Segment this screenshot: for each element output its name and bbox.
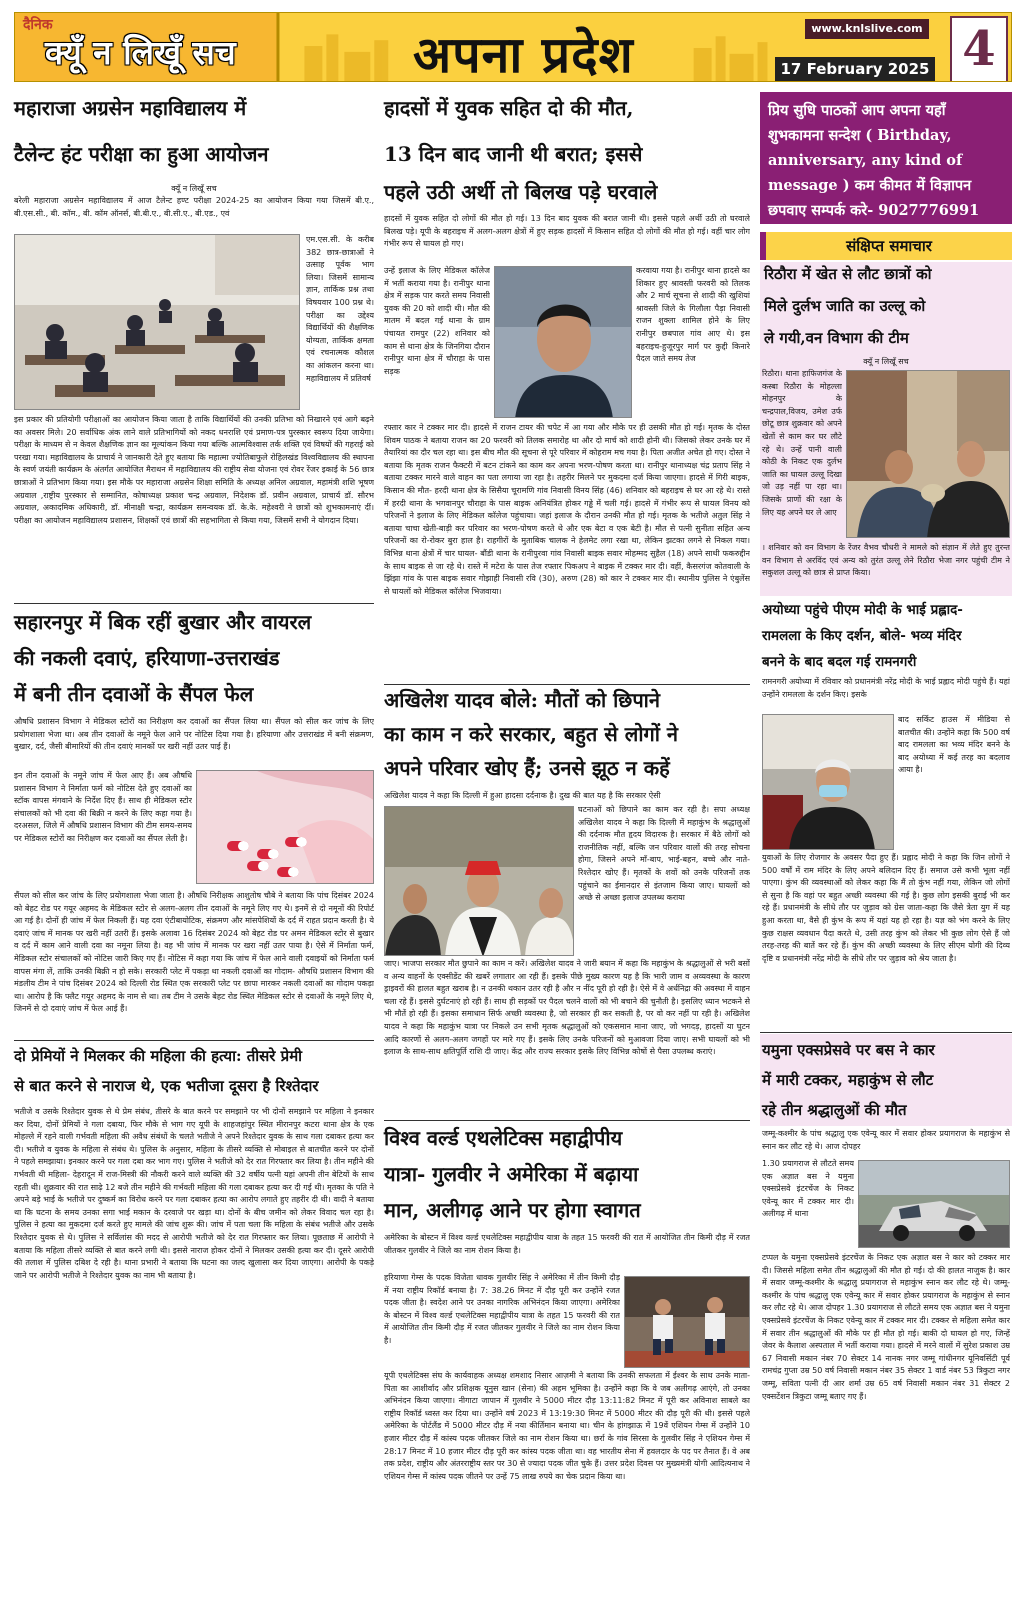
car-accident-photo [858, 1160, 1010, 1248]
article-6-side-text: हरियाणा गेम्स के पदक विजेता धावक गुलवीर सिंह ने अमेरिका में तीन किमी दौड़ में नया राष्ट्रीय रिकॉर्ड बनाया है। 7: 38.26 मिनट में दौड़ पूरी कर उन्होंने रजत पदक जीता है। स्वदेश आने पर उनका नागरिक अभिनंदन किया जाएगा। अमेरिका के बोस्टन में विश्व वर्ल्ड एथलेटिक्स महाद्वीपीय यात्रा के तहत 15 फरवरी की रात में आयोजित तीन किमी दौड़ में रजत जीतकर गुलवीर ने जिले का नाम रोशन किया है। [384, 1273, 620, 1345]
article-2-body: सैंपल को सील कर जांच के लिए प्रयोगशाला भेजा जाता है। औषधि निरीक्षक आशुतोष चौबे ने बताया कि पांच दिसंबर 2024 को बेहट रोड पर गयूर अहमद के मेडिकल स्टोर से अलग-अलग तीन दवाओं के नमूने लिए गए थे। इनमें से दो नमूनों की रिपोर्ट आ गई है। दोनों ही जांच में फेल निकली हैं। यह दवा एंटीबायोटिक, संक्रमण और मांसपेशियों के दर्द में राहत प्रदान करती है। ये दवाएं जांच में मानक पर खरी नहीं उतरी हैं। इसके अलावा 16 दिसंबर 2024 को बेहट रोड पर अमन मेडिकल स्टोर से बुखार व दर्द में काम आने वाली दवा का नमूना लिया है। वह भी जांच में मानक पर खरा नहीं उतर पाया है। ऐसे में निर्माता फर्म, मेडिकल स्टोर संचालकों को नोटिस जारी किए गए हैं। नोटिस में कहा गया कि जांच में फेल आने वाली दवाइयों को निर्माता फर्म वापस मंगा लें, ताकि उनकी बिक्री न हो सके। सरकारी प्लेट में पकड़ा था नकली दवाओं का गोदाम- औषधि प्रशासन विभाग की मंडलीय टीम ने पांच दिसंबर 2024 को दिल्ली रोड स्थित एक सरकारी प्लेट पर छापा मारकर नकली दवाओं का गोदाम पकड़ा था। आरोप है कि फ्लैट गयूर अहमद के नाम से था। तब टीम ने उसके बेहट रोड स्थित मेडिकल स्टोर से दवाओं के नमूने लिए थे, जिनमें से दो दवाएं जांच में फेल आई हैं। [14, 891, 374, 1014]
article-4-side-left: उन्हें इलाज के लिए मेडिकल कॉलेज में भर्ती कराया गया है। रानीपुर थाना क्षेत्र में सड़क पार करते समय निवासी युवक की 20 को शादी थी। मौत की मातम में बदल गई थाना के ग्राम पंचायत रामपुर (22) शनिवार को काम से थाना क्षेत्र के जिनगिया दौरान रानीपुर थाना क्षेत्र में चौराहा के पास सड़क [384, 266, 490, 376]
article-1-lead: बरेली महाराजा अग्रसेन महाविद्यालय में आज टैलेन्ट हण्ट परीक्षा 2024-25 का आयोजन किया गया जिसमें बी.ए., बी.एस.सी., बी. कॉम., बी. कॉम ऑनर्स, बी.बी.ए., बी.सी.ए., बी.एड., एवं [14, 196, 374, 218]
brief-1-body: । शनिवार को वन विभाग के रेंजर वैभव चौधरी ने मामले को संज्ञान में लेते हुए तुरन्त वन विभाग से अरविंद एवं अन्य को तुरंत उल्लू लेने रिठौरा भेजा नगर पहुंची टीम ने सकुशल उल्लू को छात्र से प्राप्त किया। [762, 543, 1010, 578]
brief-3-side-text: 1.30 प्रयागराज से लौटते समय एक अज्ञात बस ने यमुना एक्सप्रेसवे इंटरचेंज के निकट एवेन्यू कार में टक्कर मार दी। अलीगढ़ में थाना [762, 1159, 854, 1219]
article-4-headline-line-1: हादसों में युवक सहित दो की मौत, [384, 96, 634, 120]
column-divider [14, 603, 374, 604]
brief-2-headline-line-3: बनने के बाद बदल गई रामनगरी [762, 654, 917, 670]
article-2-headline-line-1: सहारनपुर में बिक रहीं बुखार और वायरल [14, 610, 312, 634]
article-5-headline-line-1: अखिलेश यादव बोले: मौतों को छिपाने [384, 688, 660, 712]
article-2-headline-line-2: की नकली दवाएं, हरियाणा-उत्तराखंड [14, 646, 280, 670]
akhilesh-yadav-photo [384, 806, 574, 956]
article-3-headline-line-1: दो प्रेमियों ने मिलकर की महिला की हत्या: तीसरे प्रेमी [14, 1047, 303, 1065]
article-2-lead: औषधि प्रशासन विभाग ने मेडिकल स्टोरों का निरीक्षण कर दवाओं का सैंपल लिया था। सैंपल को सील कर जांच के लिए प्रयोगशाला भेजा था। अब तीन दवाओं के नमूने फेल आने पर नोटिस दिया गया है। हरियाणा और उत्तराखंड में बनी संक्रमण, बुखार, दर्द, जैसी बीमारियों की तीन दवाएं मानकों पर खरी नहीं उतर पाई हैं। [14, 717, 374, 752]
brief-3-headline-line-2: में मारी टक्कर, महाकुंभ से लौट [762, 1071, 934, 1089]
brief-1-headline-line-3: ले गयी,वन विभाग की टीम [764, 329, 909, 347]
page-number: 4 [950, 16, 1008, 82]
article-5-lead: अखिलेश यादव ने कहा कि दिल्ली में हुआ हादसा दर्दनाक है। दुख की बात यह है कि सरकार ऐसी [384, 791, 661, 800]
medicine-capsules-photo [196, 770, 374, 884]
section-title: अपना प्रदेश [413, 25, 634, 82]
brief-2-headline-line-2: रामलला के किए दर्शन, बोले- भव्य मंदिर [762, 628, 962, 644]
brief-3-lead: जम्मू-कश्मीर के पांच श्रद्धालु एक एवेन्यू कार में सवार होकर प्रयागराज के महाकुंभ से स्नान कर लौट रहे थे। आज दोपहर [762, 1129, 1010, 1151]
article-5-headline-line-2: का काम न करे सरकार, बहुत से लोगों ने [384, 722, 679, 746]
masthead [14, 12, 1012, 82]
article-2-side-text: इन तीन दवाओं के नमूने जांच में फेल आए हैं। अब औषधि प्रशासन विभाग ने निर्माता फर्म को नोटिस देते हुए दवाओं का स्टॉक वापस मंगवाने के निर्देश दिए हैं। साथ ही मेडिकल स्टोर संचालकों को भी दवा की बिक्री न करने के लिए कहा गया है। दरअसल, जिले में औषधि प्रशासन विभाग की टीम समय-समय पर मेडिकल स्टोरों का निरीक्षण कर दवाओं का सैंपल लेती है। [14, 771, 192, 843]
article-1-byline: क्यूँ न लिखूँ सच [171, 184, 217, 193]
article-4-headline-line-3: पहले उठी अर्थी तो बिलख पड़े घरवाले [384, 180, 658, 204]
column-divider [384, 1120, 750, 1121]
brief-news-header: संक्षिप्त समाचार [760, 232, 1012, 260]
article-4-headline-line-2: 13 दिन बाद जानी थी बरात; इससे [384, 142, 643, 166]
article-6-headline-line-3: मान, अलीगढ़ आने पर होगा स्वागत [384, 1198, 641, 1222]
article-2-headline-line-3: में बनी तीन दवाओं के सैंपल फेल [14, 682, 254, 706]
article-4-body: रफ्तार कार ने टक्कर मार दी। हादसे में राजन टायर की चपेट में आ गया और मौके पर ही उसकी मौत हो गई। मृतक के दोस्त शिवम पाठक ने बताया राजन का 20 फरवरी को तिलक समारोह था और दो मार्च को शादी होनी थी। जिसको लेकर उनके घर में तैयारियां का दौर चल रहा था। इस बीच मौत की सूचना से पूरे परिवार में कोहराम मच गया है। पिता अजीत अचेत हो गए। दोस्त ने बताया कि मृतक राजन फैक्टरी में बटन टांकने का काम कर अपना भरण-पोषण करता था। रानीपुर थानाध्यक्ष चंद्र प्रताप सिंह ने बताया टक्कर मारने वाले वाहन का पता लगाया जा रहा है। तहरीर मिलने पर मुकदमा दर्ज किया जाएगा। हादसे में गिरी बाइक, किसान की मौत- हरदी थाना क्षेत्र के सिसैया चूरामणि गांव निवासी विनय सिंह (46) शनिवार को बहराइच से घर आ रहे थे। रास्ते में हरदी थाना के भगवानपुर चौराहा के पास बाइक अनियंत्रित होकर गड्ढे में चली गई। हादसे में गंभीर रूप से घायल विनय को परिजनों ने इलाज के लिए मेडिकल कॉलेज पहुंचाया। जहां इलाज के दौरान उनकी मौत हो गई। मृतक के भतीजे अतुल सिंह ने बताया चाचा खेती-बाड़ी कर परिवार का भरण-पोषण करते थे और एक बेटा व एक बेटी है। मौत से पत्नी सुनीता सहित अन्य परिजनों का रो-रोकर बुरा हाल है। राहगीरों के मुताबिक चालक ने हेलमेट लगा रखा था, लेकिन झटका लगने से निकल गया। विभिन्न थाना क्षेत्रों में चार घायल- बौंडी थाना के रानीपुरवा गांव निवासी बाइक सवार मोहम्मद सुहैल (18) अपने साथी फकरुद्दीन के साथ बाइक से जा रहे थे। रास्ते में मटेरा के पास तेज रफ्तार पिकअप ने बाइक में टक्कर मार दी। वहीं, कैसरगंज कोतवाली के झिंझा गांव के पास बाइक सवार गोझाही निवासी रवि (30), अरुण (28) को कार ने टक्कर मार दी। स्थानीय पुलिस ने एंबुलेंस से घायलों को मेडिकल कॉलेज भिजवाया। [384, 423, 750, 596]
athlete-running-photo [624, 1276, 750, 1368]
brief-2-side-text: बाद सर्किट हाउस में मीडिया से बातचीत की। उन्होंने कहा कि 500 वर्ष बाद रामलला का भव्य मंदिर बनने के बाद अयोध्या में कई तरह का बदलाव आया है। [898, 715, 1010, 775]
article-4-side-right: करवाया गया है। रानीपुर थाना हादसे का शिकार हुए श्रावस्ती फरवरी को तिलक और 2 मार्च सूचना से शादी की खुशियां श्रावस्ती जिले के गिलौला पैड़ा निवासी राजन शुक्ला शामिल होने के लिए रानीपुर छबपाल गांव आए थे। इस बहराइच-हुजूरपुर मार्ग पर कुद्दी किनारे पैदल जाते समय तेज [636, 266, 750, 364]
brief-1-headline-line-2: मिले दुर्लभ जाति का उल्लू को [764, 297, 926, 315]
prahlad-modi-photo [762, 714, 894, 850]
article-1-body: इस प्रकार की प्रतियोगी परीक्षाओं का आयोजन किया जाता है ताकि विद्यार्थियों की उनकी प्रतिभा को निखारने एवं आगे बढ़ने का अवसर मिले। 20 सर्वाधिक अंक लाने वाले प्रतिभागियों को नकद धनराशि एवं प्रमाण-पत्र पुरस्कार स्वरूप दिया जायेगा। परीक्षा के माध्यम से न केवल शैक्षणिक ज्ञान का मूल्यांकन किया गया बल्कि आत्मविश्वास तर्क शक्ति एवं विषयों की गहराई को परखा गया। महाविद्यालय के प्राचार्य ने जानकारी देते हुए बताया कि महात्मा ज्योतिबाफुले रोहिलखंड विश्वविद्यालय की स्थापना के स्वर्ण जयंती कार्यक्रम के अंतर्गत आयोजित मैराथन में महाविद्यालय की राष्ट्रीय सेवा योजना एवं रोवर रेंजर इकाई के 56 छात्र छात्राओं ने प्रतिभाग किया गया। इस मौके पर महाराजा अग्रसेन शिक्षा समिति के अध्यक्ष अनिल अग्रवाल, महामंत्री शशि भूषण अग्रवाल ,राष्ट्रीय पुरस्कार से सम्मानित, कोषाध्यक्ष प्रकाश चन्द्र अग्रवाल, निदेशक डॉ. प्रवीन अग्रवाल, प्राचार्य डॉ. सौरभ अग्रवाल, अकादमिक अधिकारी, डॉ. मीनाक्षी चन्द्रा, कार्यक्रम समन्वयक डॉ. के.के. महेश्वरी ने छात्रों को शुभकामनाएं दीं। परीक्षा का आयोजन महाविद्यालय प्रशासन, शिक्षकों एवं छात्रों की सहभागिता से किया गया, जिसमें सभी ने योगदान दिया। [14, 415, 374, 525]
brief-3-headline-line-1: यमुना एक्सप्रेसवे पर बस ने कार [762, 1041, 935, 1059]
brief-2-body: युवाओं के लिए रोजगार के अवसर पैदा हुए हैं। प्रह्लाद मोदी ने कहा कि जिन लोगों ने 500 वर्षों में राम मंदिर के लिए अपने बलिदान दिए हैं। समाज उसे कभी भूला नहीं पाएगा। कुंभ की व्यवस्थाओं को लेकर कहा कि मैं तो कुंभ नहीं गया, लेकिन जो लोगों से सुना है कि वहां पर बहुत अच्छी व्यवस्था की गई है। कुछ लोग इसकी बुराई भी कर रहे हैं। प्रधानमंत्री के सीधे तौर पर जुड़ाव को ग्रेस जाता-कहा कि जैसे त्रेता युग में यह हुआ करता था, वैसे ही कुंभ के रूप में यहां यह हो रहा है। यज्ञ को भंग करने के लिए कुछ राक्षस व्यवधान पैदा करते थे, उसी तरह कुंभ को लेकर भी कुछ लोग ऐसे हैं जो तरह-तरह की बातें कर रहे हैं। कुंभ की अच्छी व्यवस्था के लिए सीएम योगी की दिव्य दृष्टि व प्रधानमंत्री नरेंद्र मोदी के सीधे तौर पर जुड़ाव को श्रेय जाता है। [762, 853, 1010, 963]
logo-prefix: दैनिक [23, 17, 53, 33]
article-6-body: यूपी एथलेटिक्स संघ के कार्यवाहक अध्यक्ष शमशाद निसार आज़मी ने बताया कि उनकी सफलता में ईश्वर के साथ उनके माता-पिता का आशीर्वाद और प्रशिक्षक यूनुस खान (सेना) की अहम भूमिका है। उन्होंने कहा कि वे जब अलीगढ़ आएंगे, तो उनका अभिनंदन किया जाएगा। नीगाटा जापान में गुलवीर ने 5000 मीटर दौड़ 13:11:82 मिनट में पूरी कर अविनाश साबले का राष्ट्रीय रिकॉर्ड ध्वस्त कर दिया था। उन्होंने वर्ष 2023 में 13:19:30 मिनट में 5000 मीटर की दौड़ पूरी की थी। इससे पहले अमेरिका के पोर्टलैंड में 5000 मीटर दौड़ में नया कीर्तिमान बनाया था। चीन के हांगझाऊ में 19वें एशियन गेम्स में उन्होंने 10 हजार मीटर दौड़ में कांस्य पदक जीतकर जिले का नाम रोशन किया था। छर्रा के गांव सिरसा के गुलवीर सिंह ने एशियन गेम्स में 28:17 मिनट में 10 हजार मीटर दौड़ पूरी कर कांस्य पदक जीता था। वह भारतीय सेना में हवलदार के पद पर तैनात हैं। वे अब तक प्रदेश, राष्ट्रीय और अंतरराष्ट्रीय स्तर पर 30 से ज्यादा पदक जीत चुके हैं। उत्तर प्रदेश दिवस पर मुख्यमंत्री योगी आदित्यनाथ ने एशियन गेम्स में कांस्य पदक जीतने पर उन्हें 75 लाख रुपये का चेक प्रदान किया था। [384, 1371, 750, 1481]
website-url: www.knlslive.com [805, 19, 929, 39]
owl-rescue-photo [846, 370, 1010, 538]
article-5-headline-line-3: अपने परिवार खोए हैं; उनसे झूठ न कहें [384, 756, 670, 780]
issue-date: 17 February 2025 [775, 57, 935, 81]
brief-1-headline-line-1: रिठौरा में खेत से लौट छात्रों को [764, 265, 932, 283]
article-1-headline-line-2: टैलेन्ट हंट परीक्षा का हुआ आयोजन [14, 142, 269, 166]
article-6-headline-line-2: यात्रा- गुलवीर ने अमेरिका में बढ़ाया [384, 1162, 639, 1186]
article-5-body: जाए। भाजपा सरकार मौत छुपाने का काम न करें। अखिलेश यादव ने जारी बयान में कहा कि महाकुंभ के श्रद्धालुओं से भरी बसों व अन्य वाहनों के एक्सीडेंट की खबरें लगातार आ रही हैं। इसके पीछे मुख्य कारण यह है कि भारी जाम व अव्यवस्था के कारण ड्राइवरों की हालत बहुत खराब है। न उनकी थकान उतर रही है और न नींद पूरी हो रही है। ऐसे में वे अर्धनिद्रा की अवस्था में वाहन चला रहे हैं। इससे दुर्घटनाएं हो रही हैं। साथ ही सड़कों पर पैदल चलने वालों को भी बचाने की चुनौती है। इसलिए ध्यान भटकने से भी मौतें हो रही हैं। इसका समाधान सिर्फ अच्छी व्यवस्था है, जो सरकार ही कर सकती है, पर वो कर नहीं पा रही है। अखिलेश यादव ने कहा कि महाकुंभ यात्रा पर निकले उन सभी मृतक श्रद्धालुओं को एकसमान माना जाए, जो भगदड़, हादसों या घुटन आदि कारणों से अलग-अलग जगहों पर मारे गए हैं। इसके लिए उनके परिजनों को मुआवजा दिया जाए। सभी घायलों को भी इलाज के साथ-साथ क्षतिपूर्ति राशि दी जाए। केंद्र और राज्य सरकार इसके लिए विभिन्न कोषों से पैसा उपलब्ध कराएं। [384, 959, 750, 1057]
article-1-headline-line-1: महाराजा अग्रसेन महाविद्यालय में [14, 96, 247, 120]
brief-1-side-text: रिठौरा। थाना हाफिजगंज के कस्बा रिठौरा के मोहल्ला मोहनपुर के चन्द्रपाल,विजय, उमेश उर्फ छोटू छात्र शुक्रवार को अपने खेतों से काम कर घर लौटे रहे थे। उन्हें पानी वाली कोठी के निकट एक दुर्लभ जाति का घायल उल्लू दिखा जो उड़ नहीं पा रहा था। जिसके प्राणों की रक्षा के लिए यह अपने घर ले आए [762, 369, 842, 517]
column-divider [760, 1032, 1012, 1033]
brief-3-headline-line-3: रहे तीन श्रद्धालुओं की मौत [762, 1101, 907, 1119]
victim-portrait-photo [494, 266, 632, 418]
column-divider [14, 1040, 374, 1041]
article-3-headline-line-2: से बात करने से नाराज थे, एक भतीजा दूसरा है रिश्तेदार [14, 1077, 319, 1095]
brief-3-body: टप्पल के यमुना एक्सप्रेसवे इंटरचेंज के निकट एक अज्ञात बस ने कार को टक्कर मार दी। जिससे महिला समेत तीन श्रद्धालुओं की मौत हो गई। दो की हालत नाजुक है। कार में सवार जम्मू-कश्मीर के श्रद्धालु प्रयागराज से महाकुंभ स्नान कर लौट रहे थे। जम्मू-कश्मीर के पांच श्रद्धालु एक एवेन्यू कार में सवार होकर प्रयागराज के महाकुंभ से स्नान कर लौट रहे थे। आज दोपहर 1.30 प्रयागराज से लौटते समय एक अज्ञात बस ने यमुना एक्सप्रेसवे इंटरचेंज के निकट एवेन्यू कार में टक्कर मार दी। टक्कर से महिला समेत कार में सवार तीन श्रद्धालुओं की मौके पर ही मौत हो गई। बाकी दो घायल हो गए, जिन्हें जेवर के कैलाश अस्पताल में भर्ती कराया गया। हादसे में मरने वालों में सुरेश प्रकाश उम्र 67 निवासी मकान नंबर 70 सेक्टर 14 नानक नगर जम्मू गांधीनगर यूनिवर्सिटी पूर्व रामचंद्र गुप्ता उम्र 50 वर्ष निवासी मकान नंबर 35 सेक्टर 1 वार्ड नंबर 53 त्रिकुटा नगर जम्मू, सविता पत्नी दी आर शर्मा उम्र 65 वर्ष निवासी मकान नंबर 31 सेक्टर 2 एक्सटेंशन त्रिकुटा जम्मू बताए गए हैं। [762, 1253, 1010, 1401]
exam-hall-photo [14, 234, 300, 410]
greeting-advertisement: प्रिय सुधि पाठकों आप अपना यहाँ शुभकामना सन्देश ( Birthday, anniversary, any kind of message ) कम कीमत में विज्ञापन छपवाए सम्पर्क करे- 9027776991 [760, 92, 1012, 224]
article-6-headline-line-1: विश्व वर्ल्ड एथलेटिक्स महाद्वीपीय [384, 1126, 623, 1150]
article-3-body: भतीजे व उसके रिश्तेदार युवक से थे प्रेम संबंध, तीसरे के बात करने पर समझाने पर भी दोनों समझाने पर महिला ने इनकार कर दिया, दोनों प्रेमियों ने गला दबाया, फिर मौके से भाग गए यूपी के शाहजहांपुर स्थित मीरानपुर कटरा थाना क्षेत्र के एक मोहल्ले में रहने वाली गर्भवती महिला की अवैध संबंधों के चलते भतीजे ने अपने रिश्तेदार युवक के साथ गला दबाकर हत्या कर दी। भतीजे व युवक के महिला से संबंध थे। पुलिस के अनुसार, महिला के तीसरे व्यक्ति से मोबाइल से बातचीत करने पर दोनों ने पहले समझाया। इनकार करने पर गला दबा कर भाग गए। पुलिस ने भतीजे को देर रात गिरफ्तार कर लिया है। तीन महीने की गर्भवती थी महिला- देहरादून में राज-मिस्त्री की नौकरी करने वाले व्यक्ति की 32 वर्षीय पत्नी यहां अपनी तीन बेटियों के साथ रहती थी। शुक्रवार की रात साढ़े 12 बजे तीन महीने की गर्भवती महिला की गला दबाकर हत्या कर दी गई थी। मृतका के पति ने अपने बड़े भाई के भतीजे पर दुष्कर्म का विरोध करने पर गला दबाकर हत्या का आरोप लगाते हुए तहरीर दी थी। वादी ने बताया था कि घटना के समय उनका सगा भाई मकान के दरवाजे पर खड़ा था। दोनों के बीच जमीन को लेकर विवाद चल रहा है। पुलिस ने हत्या का मुकदमा दर्ज करते हुए मामले की जांच शुरू की। जांच में पता चला कि महिला के संबंध भतीजे और उसके रिश्तेदार युवक से थे। पुलिस ने सर्विलांस की मदद से आरोपी भतीजे को देर रात गिरफ्तार कर लिया। पूछताछ में आरोपी ने बताया कि महिला तीसरे व्यक्ति से बात करने लगी थी। इससे नाराज होकर दोनों ने मिलकर उसकी हत्या कर दी। दूसरे आरोपी की तलाश में पुलिस दबिश दे रही है। थाना प्रभारी ने बताया कि घटना का जल्द खुलासा कर दिया जाएगा। आरोपी के पकड़े जाने पर आरोपी भतीजे ने रिश्तेदार युवक का नाम भी बताया है। [14, 1107, 374, 1280]
brief-2-headline-line-1: अयोध्या पहुंचे पीएम मोदी के भाई प्रह्लाद- [762, 602, 963, 618]
article-4-lead: हादसों में युवक सहित दो लोगों की मौत हो गई। 13 दिन बाद युवक की बरात जानी थी। इससे पहले अर्थी उठी तो घरवाले बिलख पड़े। यूपी के बहराइच में अलग-अलग क्षेत्रों में हुए सड़क हादसों में किसान सहित दो लोगों की मौत हो गई। वहीं चार लोग गंभीर रूप से घायल हो गए। [384, 214, 750, 249]
article-5-side-text: घटनाओं को छिपाने का काम कर रही है। सपा अध्यक्ष अखिलेश यादव ने कहा कि दिल्ली में महाकुंभ के श्रद्धालुओं की दर्दनाक मौत हृदय विदारक है। सरकार में बैठे लोगों को राजनीतिक नहीं, बल्कि जन परिवार वालों की तरह सोचना होगा, जिसने अपने माँ-बाप, भाई-बहन, बच्चे और नाते-रिश्तेदार खोए हैं। मृतकों के शवों को उनके परिजनों तक पहुंचाने का ईमानदार से इंतजाम किया जाए। घायलों को अच्छे से अच्छा इलाज उपलब्ध कराया [578, 805, 750, 903]
brief-2-lead: रामनगरी अयोध्या में रविवार को प्रधानमंत्री नरेंद्र मोदी के भाई प्रह्लाद मोदी पहुंचे हैं। यहां उन्होंने रामलला के दर्शन किए। इसके [762, 677, 1010, 699]
brief-1-byline: क्यूँ न लिखूँ सच [863, 357, 909, 366]
article-6-lead: अमेरिका के बोस्टन में विश्व वर्ल्ड एथलेटिक्स महाद्वीपीय यात्रा के तहत 15 फरवरी की रात में आयोजित तीन किमी दौड़ में रजत जीतकर गुलवीर ने जिले का नाम रोशन किया है। [384, 1233, 750, 1255]
article-1-side-text: एम.एस.सी. के करीब 382 छात्र-छात्राओं ने उत्साह पूर्वक भाग लिया। जिसमें सामान्य ज्ञान, तार्किक प्रश्न तथा विषयवार 100 प्रश्न थे। परीक्षा का उद्देश्य विद्यार्थियों की शैक्षणिक योग्यता, तार्किक क्षमता एवं रचनात्मक कौशल का आंकलन करना था। महाविद्यालय में प्रतिवर्ष [306, 235, 374, 383]
newspaper-logo: क्यूँ न लिखूँ सच [45, 33, 236, 72]
